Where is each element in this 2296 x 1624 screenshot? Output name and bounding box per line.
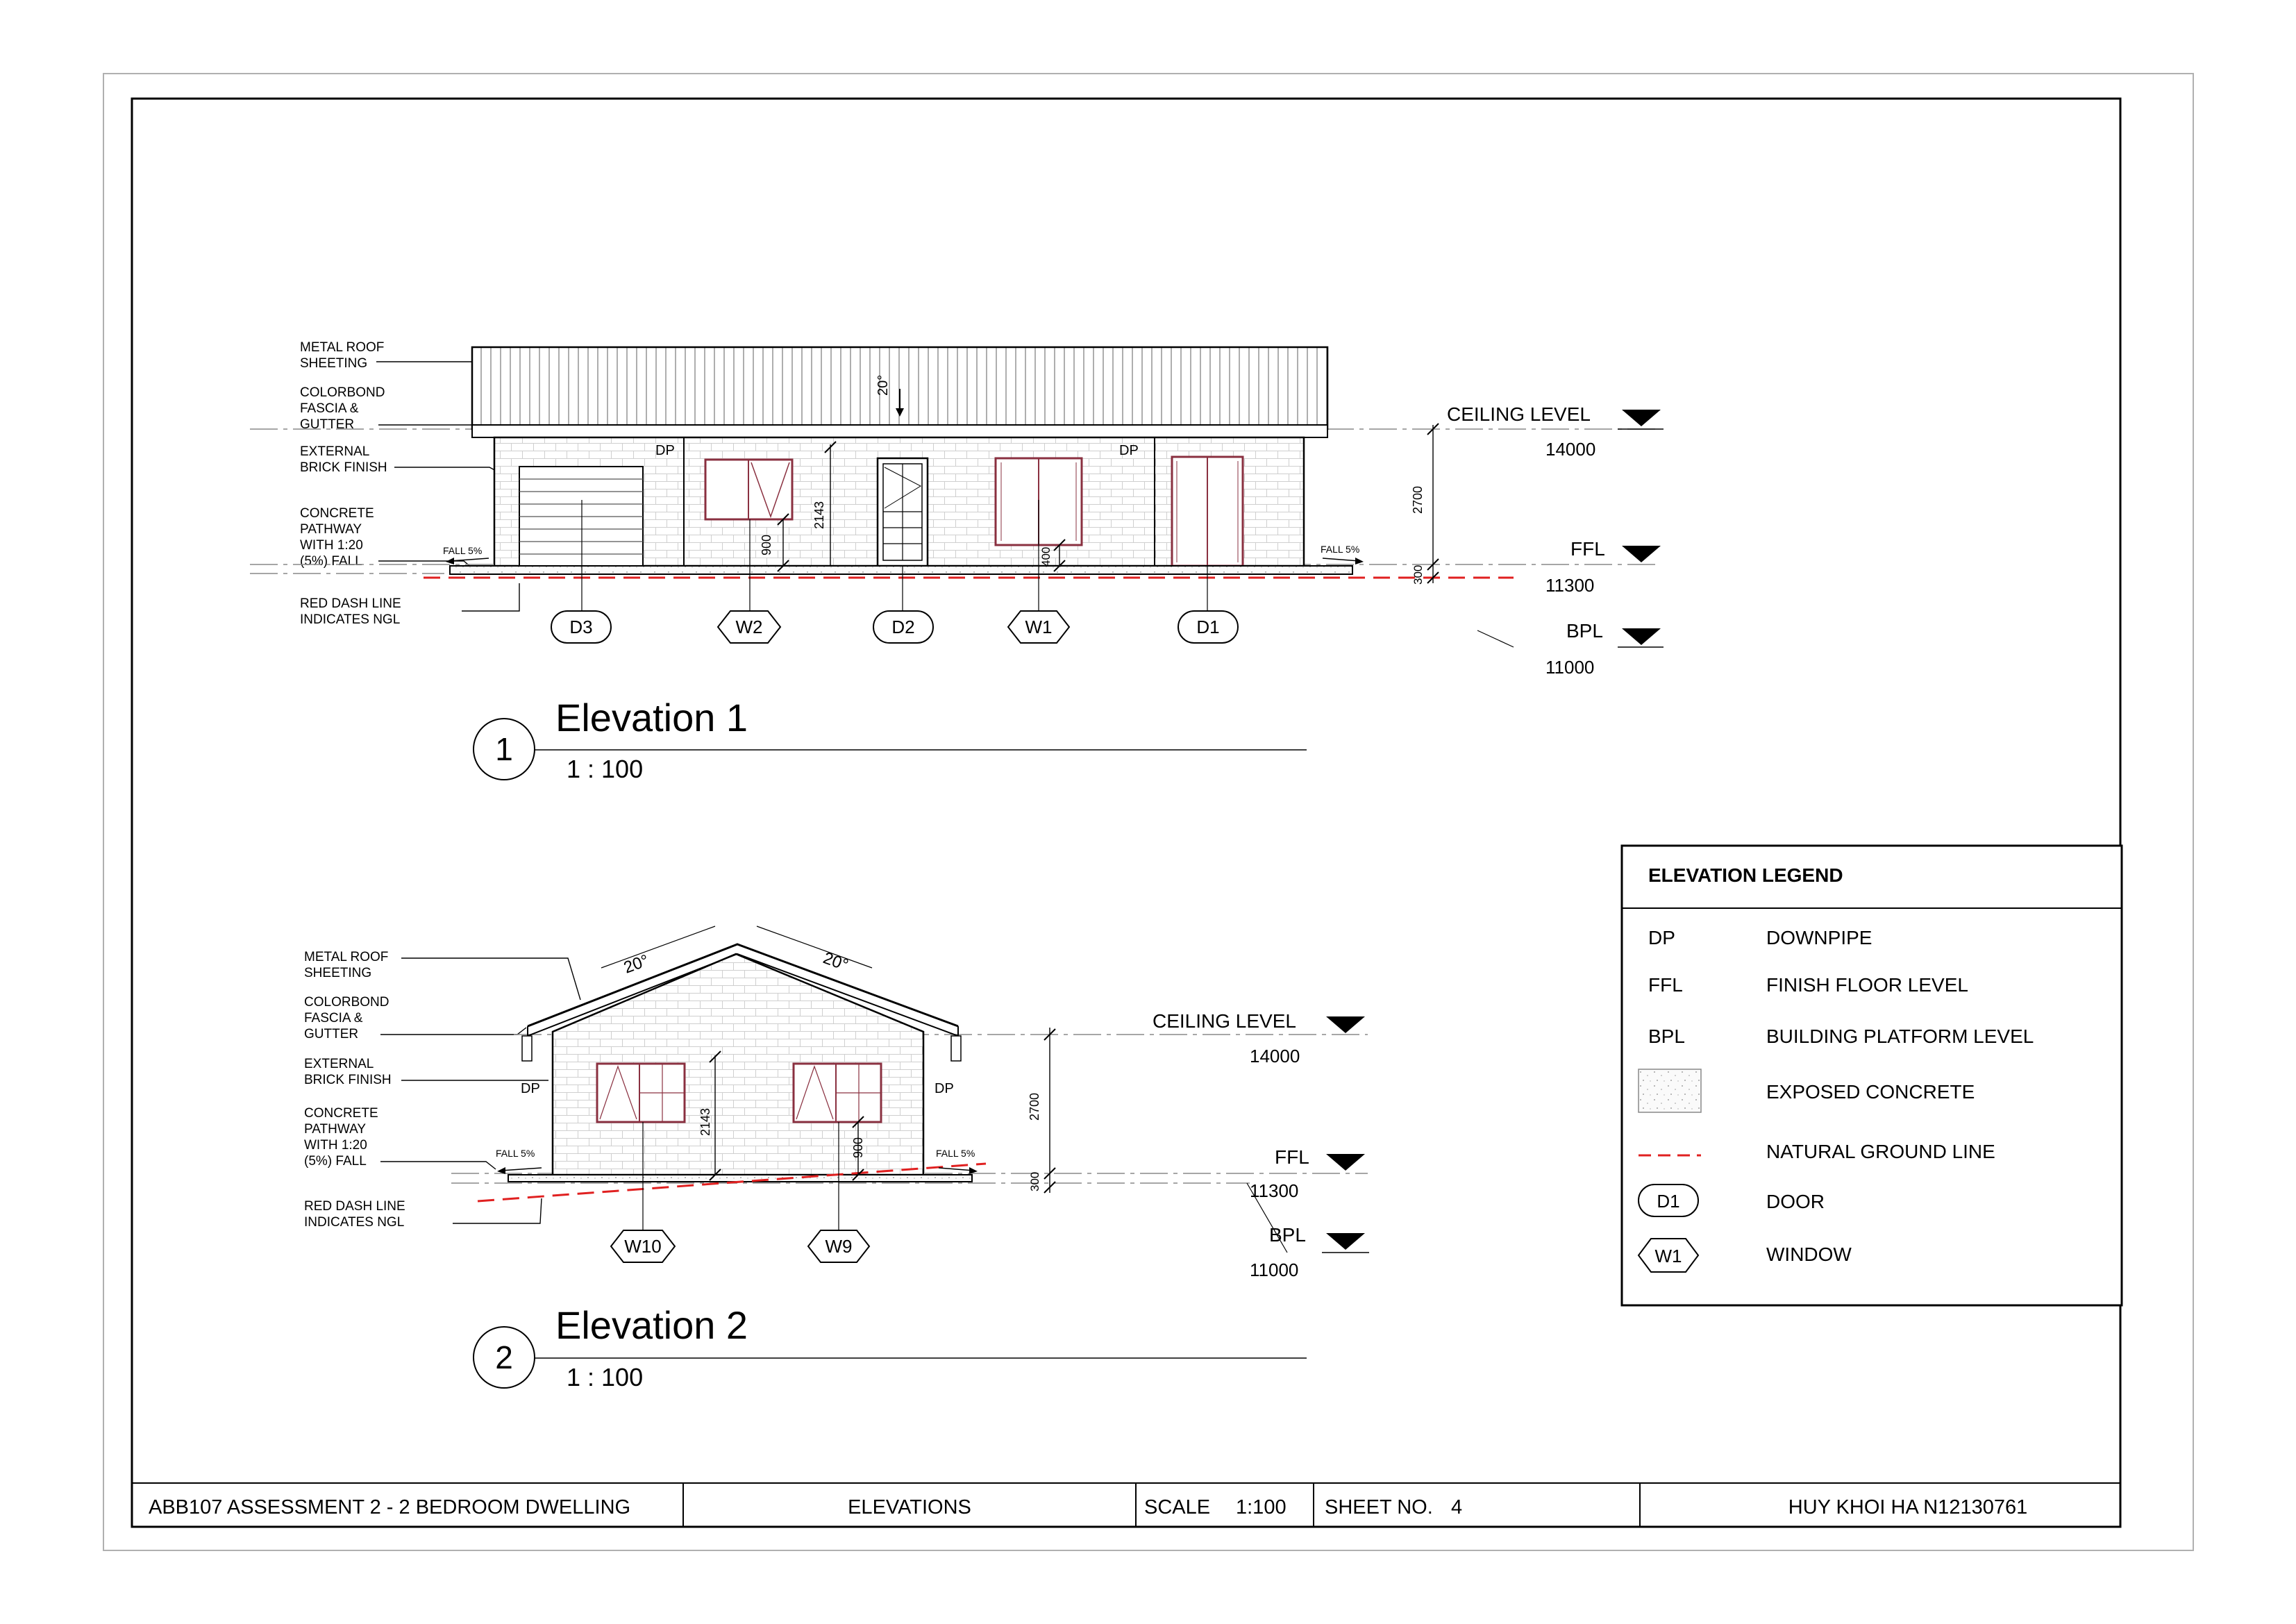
tag-w2: [718, 611, 780, 643]
window-w10: [597, 1064, 685, 1122]
title-block-scale-label: SCALE: [1144, 1496, 1211, 1518]
svg-text:FALL 5%: FALL 5%: [496, 1148, 535, 1159]
ffl-label: FFL: [1570, 538, 1605, 560]
tag-w1: [1008, 611, 1069, 643]
window-w2: [705, 460, 792, 519]
note-fascia: FASCIA &: [300, 401, 359, 416]
svg-text:W10: W10: [624, 1236, 662, 1257]
elevation-1-title: [474, 696, 1307, 783]
legend-code-dp: DP: [1648, 927, 1675, 948]
door-d3: [519, 467, 643, 566]
svg-text:WITH 1:20: WITH 1:20: [304, 1138, 367, 1153]
roof-angle: 20°: [875, 374, 891, 396]
note-pathway: PATHWAY: [300, 522, 362, 537]
svg-text:Elevation 2: Elevation 2: [555, 1303, 748, 1347]
title-block-sheet-value: 4: [1451, 1496, 1463, 1518]
legend-concrete-swatch: [1639, 1069, 1701, 1112]
note-concrete: CONCRETE: [300, 506, 374, 521]
fascia-gutter: [472, 425, 1327, 437]
tag-d2: [873, 611, 933, 643]
svg-text:2143: 2143: [698, 1107, 712, 1136]
elevation-1-notes: [300, 340, 401, 627]
bpl-value: 11000: [1545, 657, 1595, 678]
title-block-author: HUY KHOI HA N12130761: [1788, 1496, 2028, 1518]
svg-text:300: 300: [1028, 1171, 1041, 1191]
svg-text:CONCRETE: CONCRETE: [304, 1106, 378, 1121]
svg-text:2700: 2700: [1028, 1092, 1041, 1121]
svg-text:1: 1: [495, 731, 513, 767]
svg-text:2: 2: [495, 1339, 513, 1375]
ceiling-level-label: CEILING LEVEL: [1447, 403, 1591, 425]
svg-text:SHEETING: SHEETING: [304, 966, 372, 980]
bpl-marker: [1622, 628, 1661, 645]
svg-text:W1: W1: [1025, 617, 1053, 637]
tag-w9: [808, 1230, 869, 1262]
inner-border: [132, 99, 2120, 1527]
title-block-drawing: ELEVATIONS: [848, 1496, 971, 1518]
note-gutter: GUTTER: [300, 417, 355, 432]
legend-desc-bpl: BUILDING PLATFORM LEVEL: [1766, 1026, 2034, 1047]
svg-text:FASCIA &: FASCIA &: [304, 1011, 363, 1026]
svg-text:Elevation 1: Elevation 1: [555, 696, 748, 739]
svg-text:FALL 5%: FALL 5%: [936, 1148, 975, 1159]
svg-text:GUTTER: GUTTER: [304, 1027, 359, 1041]
roof-sheeting: [472, 347, 1327, 429]
note-metal-roof: METAL ROOF: [300, 340, 385, 355]
legend-desc-ngl: NATURAL GROUND LINE: [1766, 1141, 1995, 1162]
bpl-label: BPL: [1566, 620, 1603, 642]
legend-code-door: D1: [1657, 1191, 1680, 1212]
legend-code-ffl: FFL: [1648, 974, 1683, 996]
levels-1: [1447, 403, 1664, 678]
ceiling-level-value: 14000: [1545, 439, 1596, 460]
svg-text:1 : 100: 1 : 100: [567, 1363, 644, 1391]
elevation-2: [304, 926, 1369, 1391]
legend-code-window: W1: [1654, 1246, 1682, 1266]
svg-text:EXTERNAL: EXTERNAL: [304, 1057, 374, 1071]
elevation-1: [250, 340, 1664, 783]
note-sheeting: SHEETING: [300, 356, 368, 371]
legend-desc-downpipe: DOWNPIPE: [1766, 927, 1872, 948]
svg-text:(5%) FALL: (5%) FALL: [304, 1154, 367, 1169]
note-colorbond: COLORBOND: [300, 385, 385, 400]
svg-text:FFL: FFL: [1275, 1146, 1309, 1168]
legend-desc-window: WINDOW: [1766, 1244, 1852, 1265]
title-block: [132, 1483, 2120, 1527]
svg-text:400: 400: [1039, 546, 1053, 567]
title-block-sheet-label: SHEET NO.: [1325, 1496, 1433, 1518]
svg-text:14000: 14000: [1250, 1046, 1300, 1066]
svg-text:1 : 100: 1 : 100: [567, 755, 644, 783]
svg-text:BPL: BPL: [1269, 1224, 1306, 1246]
elevation-2-notes: [304, 950, 405, 1230]
svg-text:W9: W9: [825, 1236, 853, 1257]
svg-text:DP: DP: [935, 1081, 954, 1096]
svg-text:2700: 2700: [1411, 485, 1425, 514]
svg-text:CEILING LEVEL: CEILING LEVEL: [1153, 1010, 1296, 1032]
svg-text:D3: D3: [569, 617, 593, 637]
tag-w10: [611, 1230, 675, 1262]
svg-text:2143: 2143: [812, 501, 826, 529]
ffl-value: 11300: [1545, 575, 1595, 596]
ceiling-level-marker: [1622, 410, 1661, 426]
concrete-pathway: [450, 566, 1352, 574]
elevation-2-title: [474, 1303, 1307, 1391]
svg-text:FALL 5%: FALL 5%: [1321, 544, 1360, 555]
window-w9: [794, 1064, 881, 1122]
title-block-project: ABB107 ASSESSMENT 2 - 2 BEDROOM DWELLING: [149, 1496, 631, 1518]
outer-border: [103, 74, 2193, 1550]
svg-text:INDICATES NGL: INDICATES NGL: [304, 1215, 405, 1230]
door-d2: [878, 458, 928, 566]
title-block-scale-value: 1:100: [1236, 1496, 1287, 1518]
svg-text:D2: D2: [891, 617, 915, 637]
svg-text:900: 900: [760, 534, 773, 555]
legend-desc-concrete: EXPOSED CONCRETE: [1766, 1081, 1975, 1103]
elevation-legend: [1622, 846, 2122, 1305]
note-indicates-ngl: INDICATES NGL: [300, 612, 401, 627]
legend-title: ELEVATION LEGEND: [1648, 864, 1843, 886]
svg-text:20°: 20°: [820, 948, 851, 976]
note-red-dash-line: RED DASH LINE: [300, 596, 401, 611]
legend-desc-ffl: FINISH FLOOR LEVEL: [1766, 974, 1968, 996]
svg-text:RED DASH LINE: RED DASH LINE: [304, 1199, 405, 1214]
svg-text:COLORBOND: COLORBOND: [304, 995, 389, 1010]
svg-text:20°: 20°: [621, 951, 652, 978]
svg-text:PATHWAY: PATHWAY: [304, 1122, 367, 1137]
svg-text:11300: 11300: [1250, 1180, 1299, 1201]
door-d1: [1172, 457, 1243, 566]
svg-text:BRICK FINISH: BRICK FINISH: [304, 1073, 392, 1087]
tag-d1: [1178, 611, 1238, 643]
note-external: EXTERNAL: [300, 444, 370, 459]
svg-text:300: 300: [1411, 564, 1425, 585]
tag-d3: [551, 611, 611, 643]
note-fall-5: (5%) FALL: [300, 554, 362, 569]
note-brick-finish: BRICK FINISH: [300, 460, 387, 475]
ffl-marker: [1622, 546, 1661, 562]
svg-text:900: 900: [851, 1137, 865, 1158]
svg-text:FALL 5%: FALL 5%: [443, 545, 483, 556]
svg-text:METAL ROOF: METAL ROOF: [304, 950, 389, 964]
svg-text:DP: DP: [521, 1081, 540, 1096]
legend-desc-door: DOOR: [1766, 1191, 1825, 1212]
legend-code-bpl: BPL: [1648, 1026, 1685, 1047]
dp-label-2: DP: [1119, 443, 1139, 458]
svg-text:D1: D1: [1196, 617, 1220, 637]
concrete-pathway-2: [508, 1175, 972, 1182]
svg-text:11000: 11000: [1250, 1259, 1299, 1280]
levels-2: [1153, 1010, 1369, 1280]
note-with-1-20: WITH 1:20: [300, 538, 363, 553]
svg-text:W2: W2: [735, 617, 763, 637]
dp-label-1: DP: [655, 443, 675, 458]
